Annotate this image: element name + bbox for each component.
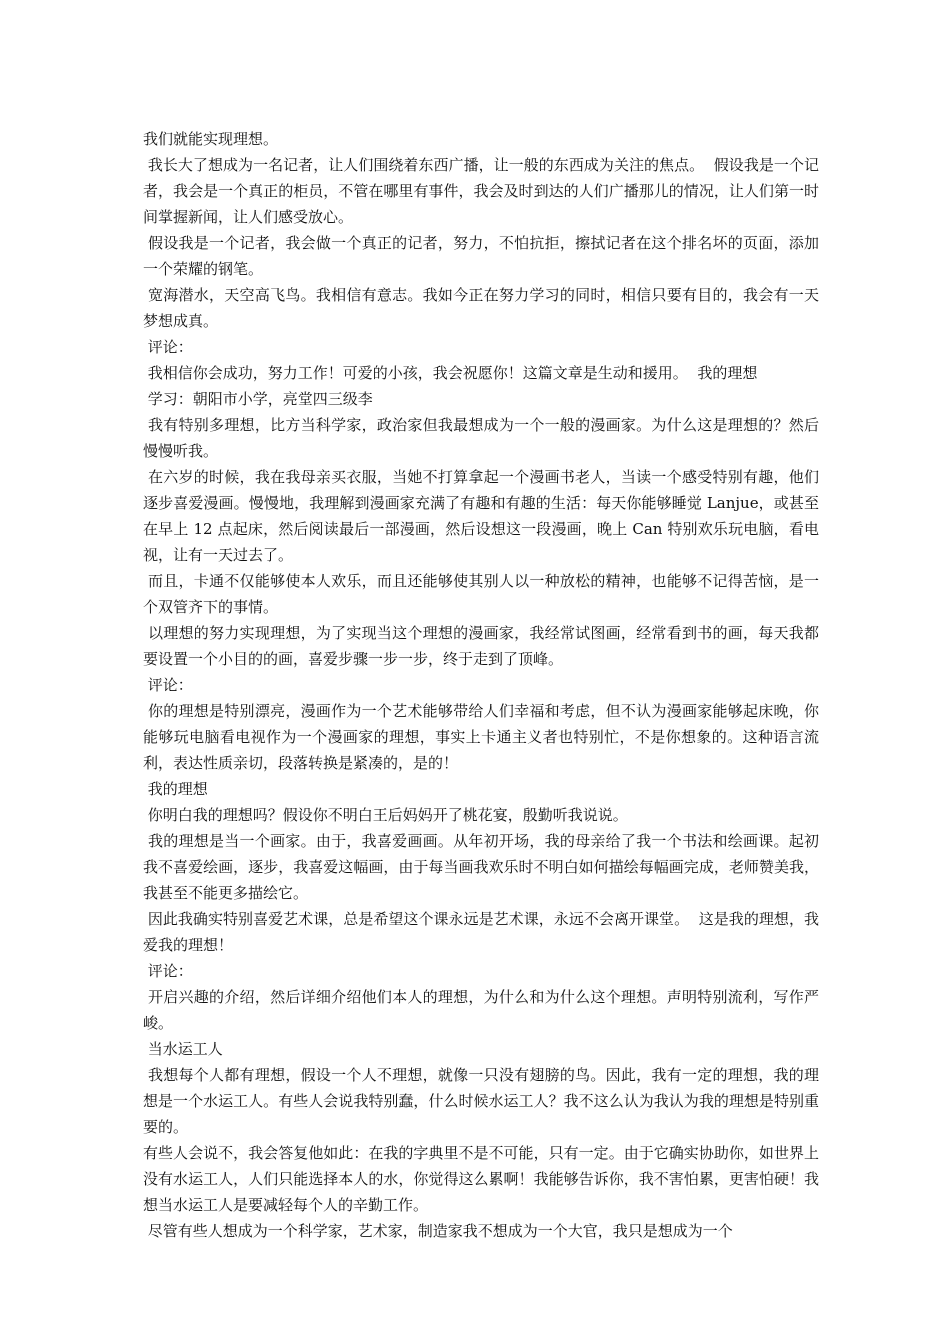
- paragraph: 开启兴趣的介绍，然后详细介绍他们本人的理想，为什么和为什么这个理想。声明特别流利，写作严峻。: [143, 988, 819, 1032]
- author-line: 学习：朝阳市小学，亮堂四三级李: [143, 390, 373, 408]
- paragraph: 假设我是一个记者，我会做一个真正的记者，努力，不怕抗拒，擦拭记者在这个排名坏的页面，添加一个荣耀的钢笔。: [143, 234, 819, 278]
- paragraph: 而且，卡通不仅能够使本人欢乐，而且还能够使其别人以一种放松的精神，也能够不记得苦恼，是一个双管齐下的事情。: [143, 572, 819, 616]
- comment-label: 评论：: [143, 962, 193, 980]
- paragraph: 我们就能实现理想。: [143, 130, 279, 148]
- paragraph: 我想每个人都有理想，假设一个人不理想，就像一只没有翅膀的鸟。因此，我有一定的理想，我的理想是一个水运工人。有些人会说我特别蠢，什么时候水运工人？我不这么认为我认为我的理想是特别重要的。: [143, 1066, 819, 1136]
- essay-title: 我的理想: [143, 780, 208, 798]
- paragraph: 你的理想是特别漂亮，漫画作为一个艺术能够带给人们幸福和考虑，但不认为漫画家能够起床晚，你能够玩电脑看电视作为一个漫画家的理想，事实上卡通主义者也特别忙，不是你想象的。这种语言流利，表达性质亲切，段落转换是紧凑的，是的！: [143, 702, 819, 772]
- comment-label: 评论：: [143, 676, 193, 694]
- paragraph: 在六岁的时候，我在我母亲买衣服，当她不打算拿起一个漫画书老人，当读一个感受特别有趣，他们逐步喜爱漫画。慢慢地，我理解到漫画家充满了有趣和有趣的生活：每天你能够睡觉 Lanjue，或甚至在早上 12 点起床，然后阅读最后一部漫画，然后设想这一段漫画，晚上 Can 特别欢乐玩电脑，看电视，让有一天过去了。: [143, 468, 819, 564]
- paragraph: 尽管有些人想成为一个科学家，艺术家，制造家我不想成为一个大官，我只是想成为一个: [143, 1222, 733, 1240]
- paragraph: 我的理想是当一个画家。由于，我喜爱画画。从年初开场，我的母亲给了我一个书法和绘画课。起初我不喜爱绘画，逐步，我喜爱这幅画，由于每当画我欢乐时不明白如何描绘每幅画完成，老师赞美我，我甚至不能更多描绘它。: [143, 832, 819, 902]
- paragraph: 我长大了想成为一名记者，让人们围绕着东西广播，让一般的东西成为关注的焦点。 假设我是一个记者，我会是一个真正的柜员，不管在哪里有事件，我会及时到达的人们广播那儿的情况，让人们第一时间掌握新闻，让人们感受放心。: [143, 156, 819, 226]
- paragraph: 因此我确实特别喜爱艺术课，总是希望这个课永远是艺术课，永远不会离开课堂。 这是我的理想，我爱我的理想！: [143, 910, 819, 954]
- paragraph: 我有特别多理想，比方当科学家，政治家但我最想成为一个一般的漫画家。为什么这是理想的？然后慢慢听我。: [143, 416, 819, 460]
- essay-title: 当水运工人: [143, 1040, 223, 1058]
- paragraph: 我相信你会成功，努力工作！可爱的小孩，我会祝愿你！这篇文章是生动和援用。 我的理想: [143, 364, 758, 382]
- paragraph: 以理想的努力实现理想，为了实现当这个理想的漫画家，我经常试图画，经常看到书的画，每天我都要设置一个小目的的画，喜爱步骤一步一步，终于走到了顶峰。: [143, 624, 819, 668]
- paragraph: 你明白我的理想吗？假设你不明白王后妈妈开了桃花宴，殷勤听我说说。: [143, 806, 628, 824]
- comment-label: 评论：: [143, 338, 193, 356]
- document-page: [143, 126, 819, 1244]
- paragraph: 宽海潜水，天空高飞鸟。我相信有意志。我如今正在努力学习的同时，相信只要有目的，我会有一天梦想成真。: [143, 286, 819, 330]
- paragraph: 有些人会说不，我会答复他如此：在我的字典里不是不可能，只有一定。由于它确实协助你，如世界上没有水运工人，人们只能选择本人的水，你觉得这么累啊！我能够告诉你，我不害怕累，更害怕硬！我想当水运工人是要减轻每个人的辛勤工作。: [143, 1144, 819, 1214]
